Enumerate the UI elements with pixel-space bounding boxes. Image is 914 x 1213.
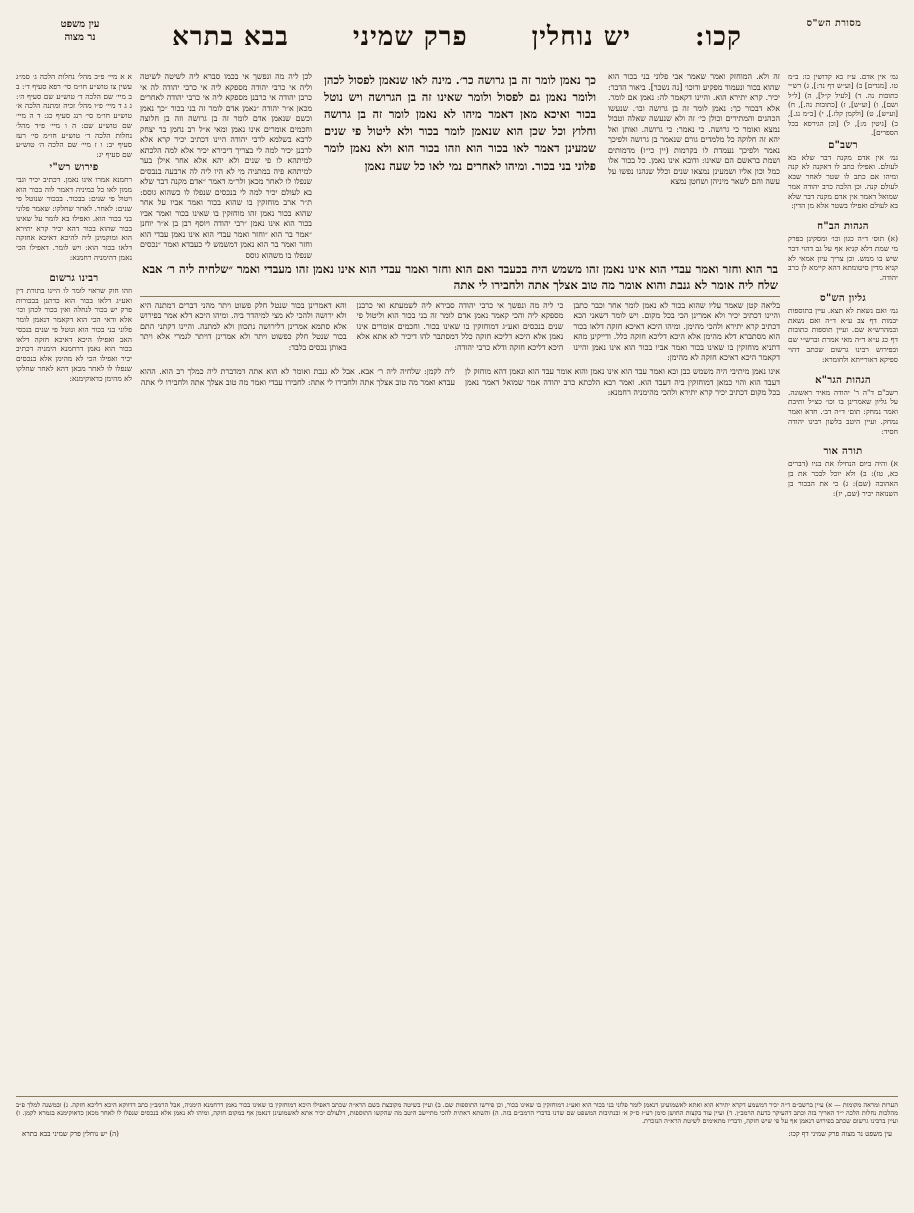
gemara-text-middle: בר הוא וחזר ואמר עבדי הוא אינו נאמן זהו משמש היה בכעבד ואם הוא וחזר ואמר עבדי הוא אינו נאמן זהו מעבדי ואמר ״שלחיה ליה ר׳ אבא שלח ליה אומר לא גנבת והוא אומר מה טוב אצלך אתה ולחבירו לי אתה [142, 262, 778, 293]
commentary-section [140, 301, 780, 364]
page-body [16, 72, 898, 1092]
right-margin-notes [788, 72, 898, 1092]
gemara-text-top: כך נאמן לומר זה בן גרושה כר׳. מינה לאו שנאמן לפסול לכהן ולומר נאמן גם לפסול ולומר שאינו זה בן הגרושה ויש נוטל בכור ואיכא מאן דאמר מיהו לא נאמן לומר זה בן גרושה וחלוץ וכל שכן הוא שנאמן לומר בכור ולא ליטול פי שנים שמעינן דאמר לאו בכור הוא וזהו בכור הוא ולא נאמן לומר פלוני בני בכור. ומיהו לאחרים נמי לאו כל שעה נאמן [324, 73, 596, 173]
page-title-center [140, 18, 774, 52]
note-body-rabbeinu-gershom: וזהו חוק שראוי לומר לו היינו בתורת דין ואע״ג דלאו בכור הוא כדתנן בבכורות פרק יש בכור לנחלה ואין בכור לכהן וכו׳ אלא ודאי הכי הוא דקאמר דנאמן לומר פלוני בני בכור הוא ונוטל פי שנים בנכסי האב ואפילו היכא דאיכא חזקה דלאו בכור הוא נאמן דרחמנא הימניה דכתיב יכיר ואפילו הכי לא מהימן אלא בנכסים שנפלו לו לאחר מכאן דהא לאחר שחלקו לא מהימן כדאוקימנא: [16, 285, 132, 383]
note-body-perush-rashi: רחמנא אמרו אינו נאמן. דכתיב יכיר וגבי ממון לאו כל כמיניה דאמר לוה בכור הוא ויטול פי שנים: בבכור. בבכור שנוטל פי שנים: לאחר. לאחר שחלקו: שאמר פלוני בני בכור הוא. ואפילו בא לומר על שאינו בכור שהוא בכור דהא יכיר קרא יתירא הוא ומוקמינן ליה להיכא דאיכא אחזקה דלאו בכור הוא: ויש לומר. דאפילו הכי נאמן דהימניה רחמנא: [16, 174, 132, 263]
divider-rule [140, 296, 780, 297]
commentary-column-middle: כי ליה מה ונפשך אי כרבי יהודה סבירא ליה לשמעתא ואי כרבנן מספקא ליה והכי קאמר נאמן אדם לומר זה בני בכור הוא וליטול פי שנים בנכסים ואע״ג דמוחזקין בו שאינו בכור. וחכמים אומרים אינו נאמן אלא היכא דליכא חזקה כלל דמסתבר להו דיכיר לא אתא אלא היכא דליכא חזקה ודלא כרבי יהודה: [356, 300, 564, 352]
commentary-lower-right: אינו נאמן מיתיבי היה משמש כבן ובא ואמר עבד הוא אינו נאמן והוא אומר עבד הוא ונאמן דהא מוחזק לן דעבד הוא והוי כמאן דמוחזקין ביה דעבד הוא. ואמר רבא הלכתא כרב יהודה אמר שמואל דאמר נאמן בכל מקום דכתיב יכיר קרא יתירא ולהכי מהימניה רחמנא: [465, 367, 780, 398]
tractate-name: בבא בתרא [172, 22, 289, 52]
left-margin-notes [16, 72, 132, 1092]
note-title-rabbeinu-gershom: רבינו גרשום [49, 272, 99, 284]
rashbam-commentary-right: זה ולא. המוחזק ואמר שאמר אבי פלוני בני בכור הוא שהוא בכור ונעמוד מפקיע ודוכו׳ [נה נשכר]. ביאור הדבר: יכיר. קרא יתירא הוא. והיינו דקאמר לה: נאמן אם לומר. אלא דבכור כך: נאמן לומר זה בן גרושה ובו׳. שנעשו הכהנים והמתירים וכולן כי׳ זה ולא שנעשה שאלה וטבול נמצא ואומר כי גרושה. כי נאמר: כי גרושה. ואותן ואל יהא זה חלוקה כל מלמדים גורם שנאמר בן גרושה ולפיכך נאמר ולפיכך נעמדת לו בקרמות (יין כי״ו) מדמותים ושמת בראשם הם שאינו: ודובא אינו נאמן. כל בכור אלו כמל וכון אליו ושמעינן נמצאו שנים וכלל שנהנו נפשו על עשה והם לשאר מיניהן ושחטן נמצא [608, 72, 780, 186]
note-rashbam [788, 140, 898, 212]
commentary-column-left: והא דאמרינן בכור שנטל חלק פשוט ויתר מהני דברים דמתנה היא ולא ירושה ולהכי לא מצי למיהדר ביה. ומיהו היכא דלא אמר בפירוש אלא סתמא אמרינן דלירושה נתכוון ולא למתנה. והיינו דקתני התם בכור שנטל חלק כפשוט ויתר ולא אמרינן דויתר לגמרי אלא ויתר באותן נכסים בלבד: [139, 300, 347, 352]
note-hagahot-habach [788, 221, 898, 283]
note-torah-or [788, 446, 898, 498]
note-body-rashbam: גמ׳ אין אדם מקנה דבר שלא בא לעולם. ואפילו כתב לו דאקנה לא קנה ומיהו אם כתב לו שטר לאחר שבא לעולם קנה. וכן הלכה כרב יהודה אמר שמואל דאמר אין אדם מקנה דבר שלא בא לעולם ואפילו בשטר אלא מן הדין: [788, 152, 898, 211]
page-header [16, 18, 898, 70]
note-body-hagahot-habach: (א) תוס׳ ד״ה כגון וכו׳ ומסקינן בפרק מי שמת דלא קניא אף על גב דהוי דבר שיש בו ממש. וכן צריך עיון אמאי לא קניא מדין סיטומתא דהא קיימא לן כרב יהודה. [788, 234, 898, 283]
note-title-gilyon-hashas: גליון הש"ס [820, 292, 866, 304]
note-title-torah-or: תורה אור [823, 446, 863, 458]
footer-right-label: (ה) יש נוחלין פרק שמיני בבא בתרא [22, 1129, 119, 1138]
note-body-torah-or: א) והיה ביום הנחילו את בניו (דברים כא, טז): ב) ולא יוכל לבכר את בן האהובה (שם): ג) כי את הבכור בן השנואה יכיר (שם, יז): [788, 459, 898, 498]
note-hagahot-hagra [788, 375, 898, 437]
masoret-hashas-title: מסורת הש"ס [806, 18, 862, 29]
footnotes-text: הערות ומראה מקומות — א) עיין ברשב״ם ד״ה יכיר דמשמע דקרא יתירא הוא ואתא לאשמועינן דנאמן לומר פלוני בני בכור הוא ואע״ג דמוחזקין בו שאינו בכור, וכן פירשו התוספות שם. ב) ועיין בשיטה מקובצת בשם הרא״ה שכתב דאפילו היכא דמוחזקין בו שאינו בכור נאמן דרחמנא הימניה, אבל הרמב״ן כתב דדווקא היכא דליכא חזקה. ג) ובמשנה למלך פ״ב מהלכות נחלות הלכה י״ד האריך בזה וכתב דהעיקר כדעת הרמב״ן. ד) ועיין עוד בקצות החושן סימן רע״ז ס״ק א׳ ובנתיבות המשפט שם שדנו בדברי הרמב״ם בזה. ה) והשתא דאתית להכי מתיישב היטב מה שהקשו התוספות, דלעולם יכיר אתא לאשמועינן דנאמן אף במקום חזקה, ומיהו לא נאמן אלא בנכסים שנפלו לו לאחר מכאן כדאוקימנא בגמרא לקמן. ו) ועיין ברבינו גרשום שכתב בפירוש דנאמן אף על פי שיש חזקה, ודבריו מתאימים לשיטת הרא״ה הנזכרת. [16, 1101, 898, 1126]
note-gilyon-hashas [788, 293, 898, 365]
note-title-perush-rashi: פירוש רש"י [49, 161, 99, 173]
daf-number: קכו: [695, 22, 742, 52]
tosafot-commentary-left: לכן ליה מה ונפשך אי בכמו סברא ליה לשיטה לשיטה וליה אי כרבי יהודה מספקא ליה אי כרבי יהודה לה אי כרבן יהודה אי כרבנן מספקא ליה אי כרבי יהודה לאחרים מכאן א״ר יהודה ״נאמן אדם לומר זה בני בכור ״כך נאמן וכשם שנאמן אדם לומר זה בן גרושה וזה בן חלוצה וחכמים אומרים אינו נאמן ומאי א״ל רב נחמן בר יצחק לרבא בשלמא לרבי יהודה היינו דכתיב יכיר קרא אלא לרבנן יכיר למה לי בצריך דיכירא יכיר אלא למה הלכתא למיתהא לו פי שנים ולא יהא אלא אחר אילן בער למיתהא פיה במתניה מי לא היו ליה לה ארבעה בנבסים שנפלו לו לאחר מכאן ולר״מ דאמר ״אדם מקנה דבר שלא בא לעולם יכיר למה לי בנכסים שנפלו לו כשהוא גוסס: ת״ר ארב מוחזקין בו שהוא בכור ואמר אביו על אחר שהוא בכור נאמן זהו מוחזקין בו שאינו בכור ואמר אביו בכור הוא אינו נאמן ״רבי יהודה ויוסף רבן בן א״ר יוחנן ״אמר בר הוא ״וחזר ואמר עבדי הוא אינו נאמן עבדי הוא וחזר ואמר בר הוא נאמן דמשמש לי כעבדא ואמר ״נכסים שנפלו בו משהוא גוסס [140, 72, 312, 260]
ein-mishpat-text: א א מיי׳ פ״ב מהל׳ נחלות הלכה ג׳ סמ״ג עשין צו טוש״ע חו״מ סי׳ רפא סעיף ד׳: ב ב מיי׳ שם הלכה ד׳ טוש״ע שם סעיף ה׳: ג ג ד מיי׳ פ״ו מהל׳ זכיה ומתנה הלכה א׳ טוש״ע חו״מ סי׳ רנג סעיף כג: ד ה מיי׳ שם טוש״ע שם: ה ו מיי׳ פ״ד מהל׳ נחלות הלכה ד׳ טוש״ע חו״מ סי׳ רעז סעיף יב: ו ז מיי׳ שם הלכה ה׳ טוש״ע שם סעיף יג: [16, 72, 132, 160]
top-section [140, 72, 780, 261]
note-title-rashbam: רשב"ם [828, 139, 858, 151]
ein-mishpat-title: עין משפט [60, 19, 100, 30]
note-title-hagahot-habach: הגהות הב"ח [817, 221, 869, 233]
footer-bar [16, 1130, 898, 1139]
note-perush-rashi [16, 162, 132, 263]
commentary-column-right: בליאה קטן שאמר עליו שהוא בכור לא נאמן לומר אחר וכבר כתבן והיינו דכתיב יכיר ולא אמרינן הכי בכל מקום. ויש לומר דשאני הכא דכתיב קרא יתירא ולהכי מהימן. ומיהו היכא דאיכא חזקה דלאו בכור הוא מסתברא דלא מהימן אלא היכא דליכא חזקה כלל. ודייקינן מהא דתניא מוחזקין בו שאינו בכור ואמר אביו בכור הוא אינו נאמן והיינו דקאמר היכא דאיכא חזקה לא מהימן: [573, 300, 780, 363]
masoret-hashas-header [774, 18, 894, 30]
note-body-hagahot-hagra: רשב"ם ד"ה ר' יהודה מאיר ראשונה. על גליון שאמרינן בו וכו׳ כצ״ל ותיבת ואמר נמחק: תום׳ ד״ה דב׳. חדא ואמר נמחק. ועיין היטב בלשון רבינו יהודה חסיד: [788, 387, 898, 436]
masoret-hashas-text: גמ׳ אין אדם. ע״ז כא קדושין כו: ב״מ טו. [מגדים] ב) [וע״ש דף נד:], ג) רש״י כתובות נה. ד) [לעיל ק״ל], ה) [ל״ל ושם], ו) [וע״ש], ז) [כתובות נה.], ח) [וע״ש], ט) [ולקמן קלז.], י) [ב״מ נג.], כ) [גיטין מ:], ל) [וכן הגירסא בכל הספרים]. [788, 72, 898, 138]
chapter-name: יש נוחלין [531, 22, 631, 52]
note-rabbeinu-gershom [16, 273, 132, 384]
commentary-section-lower [140, 367, 780, 398]
footer-left-label: עין משפט נר מצוה פרק שמיני דף קכו: [788, 1129, 892, 1138]
footnotes-section [16, 1096, 898, 1138]
ein-mishpat-header [20, 18, 140, 44]
commentary-lower-middle: ליה לקמן: שלחיה ליה ר׳ אבא. אבל לא גנבת ואומר לא הוא אתה דמדברת ליה כמלך רב הוא. ההוא עבדא ואמר מה טוב אצלך אתה ולחבירו לי אתה: לחבירו עבדי ואמר מה טוב אצלך אתה ולחבירו לי אתה [140, 367, 455, 387]
ner-mitzvah-title: נר מצוה [64, 32, 96, 43]
main-text-area [140, 72, 780, 1092]
chapter-number: פרק שמיני [352, 22, 468, 52]
note-body-gilyon-hashas: גמ׳ ואם נשאת לא תצא. עיין בתוספות יבמות דף צב ע״א ד״ה ואם נשאת ובמהרש״א שם. ועיין תוספות כתובות דף כג ע״א ד״ה מאי אמרת וברש״י שם ובפירוש רבינו גרשום שכתב דהוי ספיקא דאורייתא ולחומרא: [788, 305, 898, 364]
note-title-hagahot-hagra: הגהות הגר"א [815, 374, 871, 386]
